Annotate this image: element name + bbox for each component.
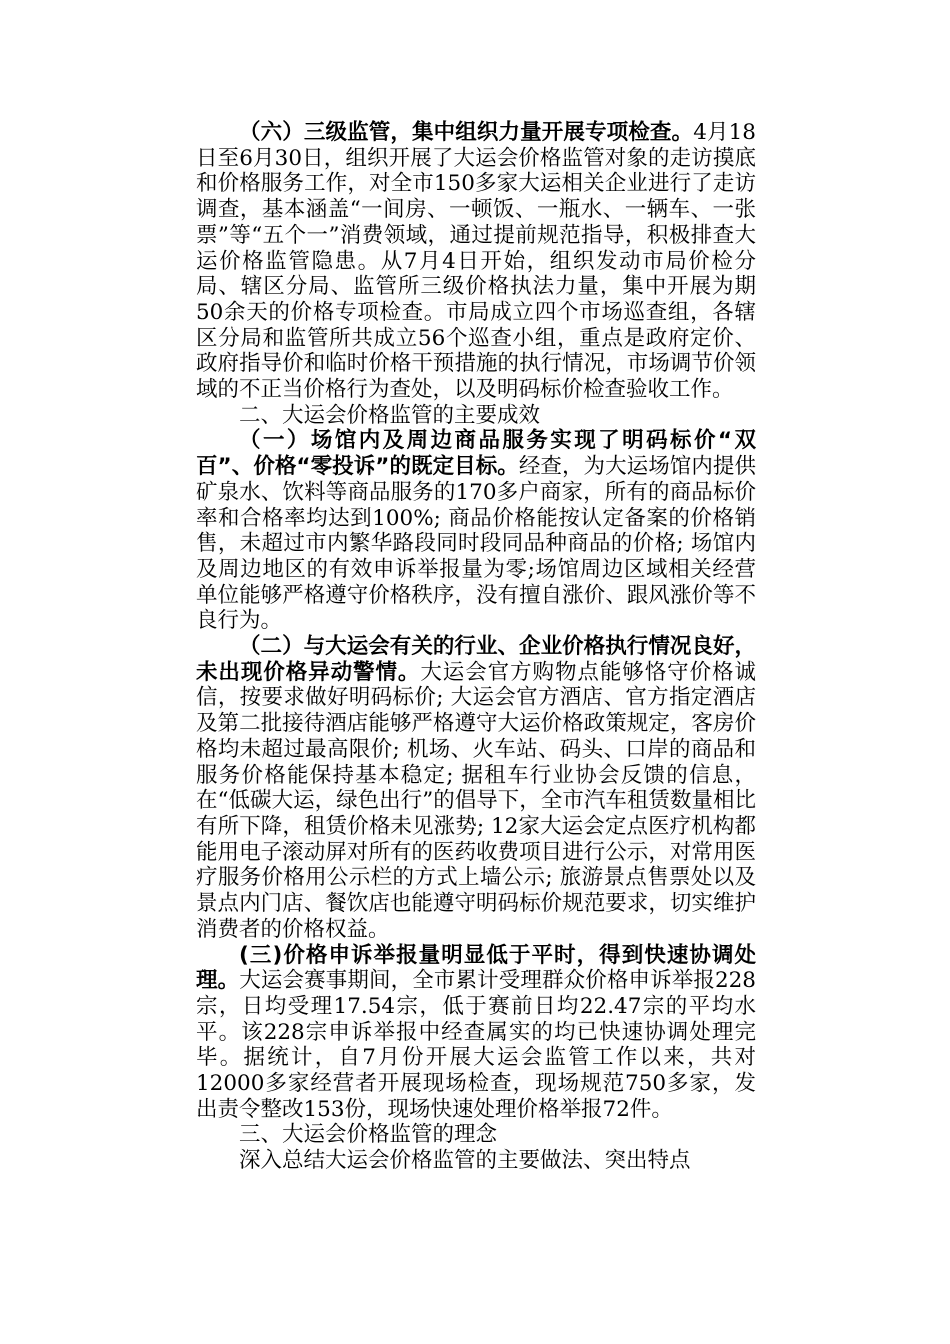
paragraph-complaints (196, 943, 756, 1123)
document-body (196, 120, 756, 1174)
paragraph-text: 经查，为大运场馆内提供矿泉水、饮料等商品服务的170多户商家，所有的商品标价率和合格率均达到100%; 商品价格能按认定备案的价格销售，未超过市内繁华路段同时段同品种商品的价格; 场馆内及周边地区的有效申诉举报量为零;场馆周边区域相关经营单位能够严格遵守价格秩序，没有擅自涨价、跟风涨价等不良行为。 (196, 454, 756, 634)
paragraph-special-inspection (196, 120, 756, 403)
section-heading-results: 二、大运会价格监管的主要成效 (239, 402, 541, 428)
paragraph-text: 大运会官方购物点能够恪守价格诚信，按要求做好明码标价; 大运会官方酒店、官方指定酒店及第二批接待酒店能够严格遵守大运价格政策规定，客房价格均未超过最高限价; 机场、火车站、码头、口岸的商品和服务价格能保持基本稳定; 据租车行业协会反馈的信息，在“低碳大运，绿色出行”的倡导下，全市汽车租赁数量相比有所下降，租赁价格未见涨势; 12家大运会定点医疗机构都能用电子滚动屏对所有的医药收费项目进行公示，对常用医疗服务价格用公示栏的方式上墙公示; 旅游景点售票处以及景点内门店、餐饮店也能遵守明码标价规范要求，切实维护消费者的价格权益。 (196, 659, 756, 942)
paragraph-text: 4月18日至6月30日，组织开展了大运会价格监管对象的走访摸底和价格服务工作，对全市150多家大运相关企业进行了走访调查，基本涵盖“一间房、一顿饭、一瓶水、一辆车、一张票”等“五个一”消费领域，通过提前规范指导，积极排查大运价格监管隐患。从7月4日开始，组织发动市局价检分局、辖区分局、监管所三级价格执法力量，集中开展为期50余天的价格专项检查。市局成立四个市场巡查组，各辖区分局和监管所共成立56个巡查小组，重点是政府定价、政府指导价和临时价格干预措施的执行情况，市场调节价领域的不正当价格行为查处，以及明码标价检查验收工作。 (196, 120, 756, 403)
paragraph-lead: (三)价格申诉举报量明显低于平时，得到快速协调处理。 (196, 942, 756, 994)
paragraph-lead: （一）场馆内及周边商品服务实现了明码标价“双百”、价格“零投诉”的既定目标。 (196, 428, 756, 480)
paragraph-lead: （六）三级监管，集中组织力量开展专项检查。 (239, 120, 694, 145)
paragraph-lead: （二）与大运会有关的行业、企业价格执行情况良好，未出现价格异动警情。 (196, 634, 756, 685)
paragraph-industry-pricing (196, 634, 756, 942)
section-heading-philosophy: 三、大运会价格监管的理念 (239, 1122, 498, 1148)
paragraph-text: 大运会赛事期间，全市累计受理群众价格申诉举报228宗，日均受理17.54宗，低于赛前日均22.47宗的平均水平。该228宗申诉举报中经查属实的均已快速协调处理完毕。据统计，自7月份开展大运会监管工作以来，共对12000多家经营者开展现场检查，现场规范750多家，发出责令整改153份，现场快速处理价格举报72件。 (196, 968, 756, 1122)
paragraph-closing: 深入总结大运会价格监管的主要做法、突出特点 (239, 1148, 691, 1174)
paragraph-venue-pricing (196, 428, 756, 634)
